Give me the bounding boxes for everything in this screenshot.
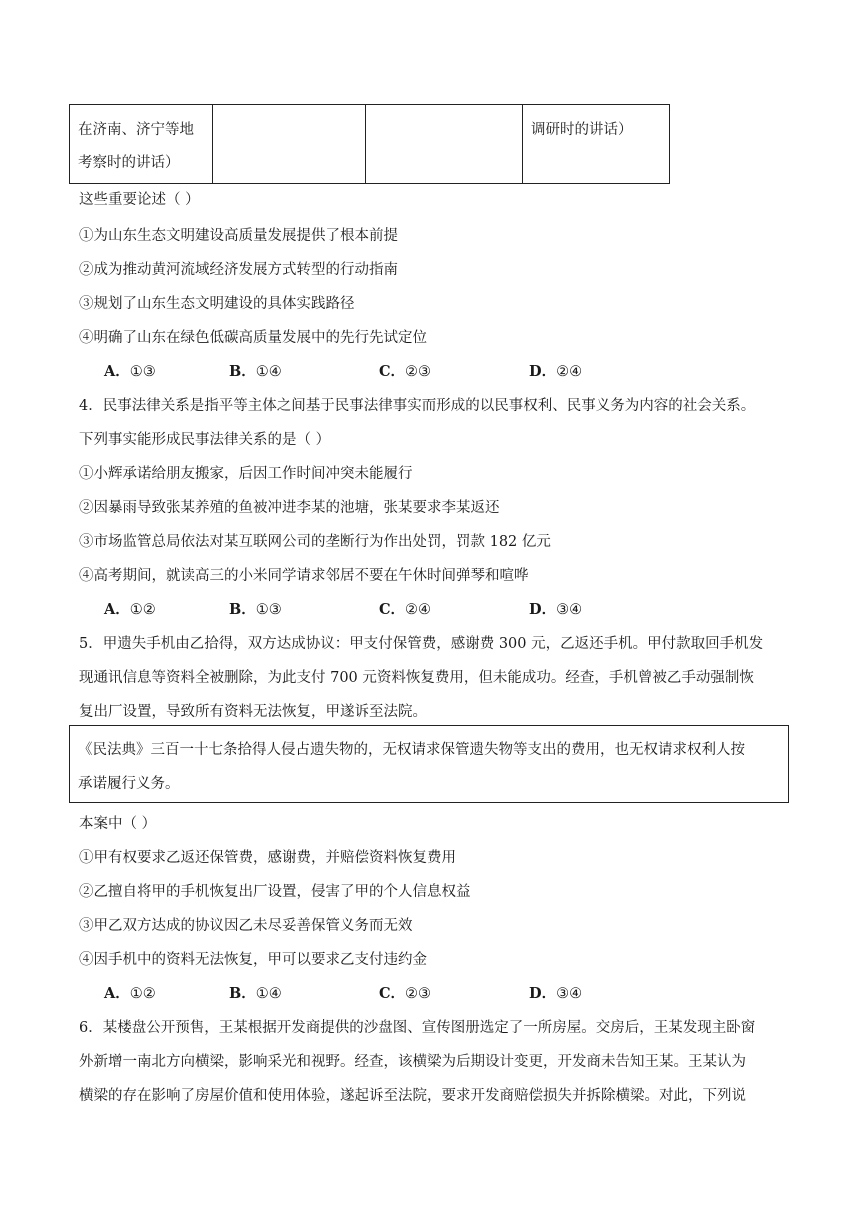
table-row: [70, 105, 670, 184]
q3-item: ③规划了山东生态文明建设的具体实践路径: [79, 296, 355, 312]
q3-item: ④明确了山东在绿色低碳高质量发展中的先行先试定位: [79, 330, 427, 346]
q3-option-c: C．②③: [379, 363, 432, 380]
table-cell: [366, 105, 523, 184]
table-cell-text: 考察时的讲话）: [78, 155, 180, 171]
q3-option-b: B．①④: [229, 363, 282, 380]
q5-option-b: B．①④: [229, 985, 282, 1002]
q4-item: ②因暴雨导致张某养殖的鱼被冲进李某的池塘，张某要求李某返还: [79, 500, 500, 516]
q6-stem-line: 横梁的存在影响了房屋价值和使用体验，遂起诉至法院，要求开发商赔偿损失并拆除横梁。对此，下列说: [79, 1088, 746, 1104]
speech-table: [69, 104, 670, 184]
civil-code-text: 《民法典》三百一十七条拾得人侵占遗失物的，无权请求保管遗失物等支出的费用，也无权请求权利人按: [78, 742, 745, 758]
table-cell-text: 调研时的讲话）: [531, 122, 633, 138]
q5-item: ②乙擅自将甲的手机恢复出厂设置，侵害了甲的个人信息权益: [79, 884, 471, 900]
table-cell: [213, 105, 366, 184]
q3-option-a: A．①③: [104, 363, 156, 380]
q5-item: ①甲有权要求乙返还保管费，感谢费，并赔偿资料恢复费用: [79, 850, 456, 866]
civil-code-text: 承诺履行义务。: [78, 776, 180, 792]
q5-item: ③甲乙双方达成的协议因乙未尽妥善保管义务而无效: [79, 918, 413, 934]
q3-item: ①为山东生态文明建设高质量发展提供了根本前提: [79, 228, 398, 244]
table-cell: [70, 105, 213, 184]
q4-item: ④高考期间，就读高三的小米同学请求邻居不要在午休时间弹琴和喧哗: [79, 568, 529, 584]
q4-option-b: B．①③: [229, 601, 282, 618]
table-cell: [523, 105, 670, 184]
q5-option-c: C．②③: [379, 985, 432, 1002]
q4-stem-line: 下列事实能形成民事法律关系的是（ ）: [79, 432, 331, 448]
civil-code-box: [69, 725, 789, 803]
q4-stem-line: 4．民事法律关系是指平等主体之间基于民事法律事实而形成的以民事权利、民事义务为内容的社会关系。: [79, 398, 756, 414]
q3-stem: 这些重要论述（ ）: [79, 192, 200, 208]
q3-item: ②成为推动黄河流域经济发展方式转型的行动指南: [79, 262, 398, 278]
q5-stem-line: 复出厂设置，导致所有资料无法恢复，甲遂诉至法院。: [79, 704, 427, 720]
q5-stem-line: 现通讯信息等资料全被删除，为此支付 700 元资料恢复费用，但未能成功。经查，手机曾被乙手动强制恢: [79, 670, 754, 686]
table-cell-text: 在济南、济宁等地: [78, 122, 194, 138]
q4-option-a: A．①②: [104, 601, 156, 618]
q4-item: ③市场监管总局依法对某互联网公司的垄断行为作出处罚，罚款 182 亿元: [79, 534, 551, 550]
q5-option-d: D．③④: [529, 985, 583, 1002]
q4-option-c: C．②④: [379, 601, 432, 618]
q6-stem-line: 6．某楼盘公开预售，王某根据开发商提供的沙盘图、宣传图册选定了一所房屋。交房后，王某发现主卧窗: [79, 1020, 756, 1036]
q4-item: ①小辉承诺给朋友搬家，后因工作时间冲突未能履行: [79, 466, 413, 482]
q3-option-d: D．②④: [529, 363, 583, 380]
q5-item: ④因手机中的资料无法恢复，甲可以要求乙支付违约金: [79, 952, 427, 968]
q5-stem-line: 5．甲遗失手机由乙拾得，双方达成协议：甲支付保管费，感谢费 300 元，乙返还手机。甲付款取回手机发: [79, 636, 764, 652]
q6-stem-line: 外新增一南北方向横梁，影响采光和视野。经查，该横梁为后期设计变更，开发商未告知王某。王某认为: [79, 1054, 746, 1070]
q5-option-a: A．①②: [104, 985, 156, 1002]
q4-option-d: D．③④: [529, 601, 583, 618]
q5-question: 本案中（ ）: [79, 816, 157, 832]
